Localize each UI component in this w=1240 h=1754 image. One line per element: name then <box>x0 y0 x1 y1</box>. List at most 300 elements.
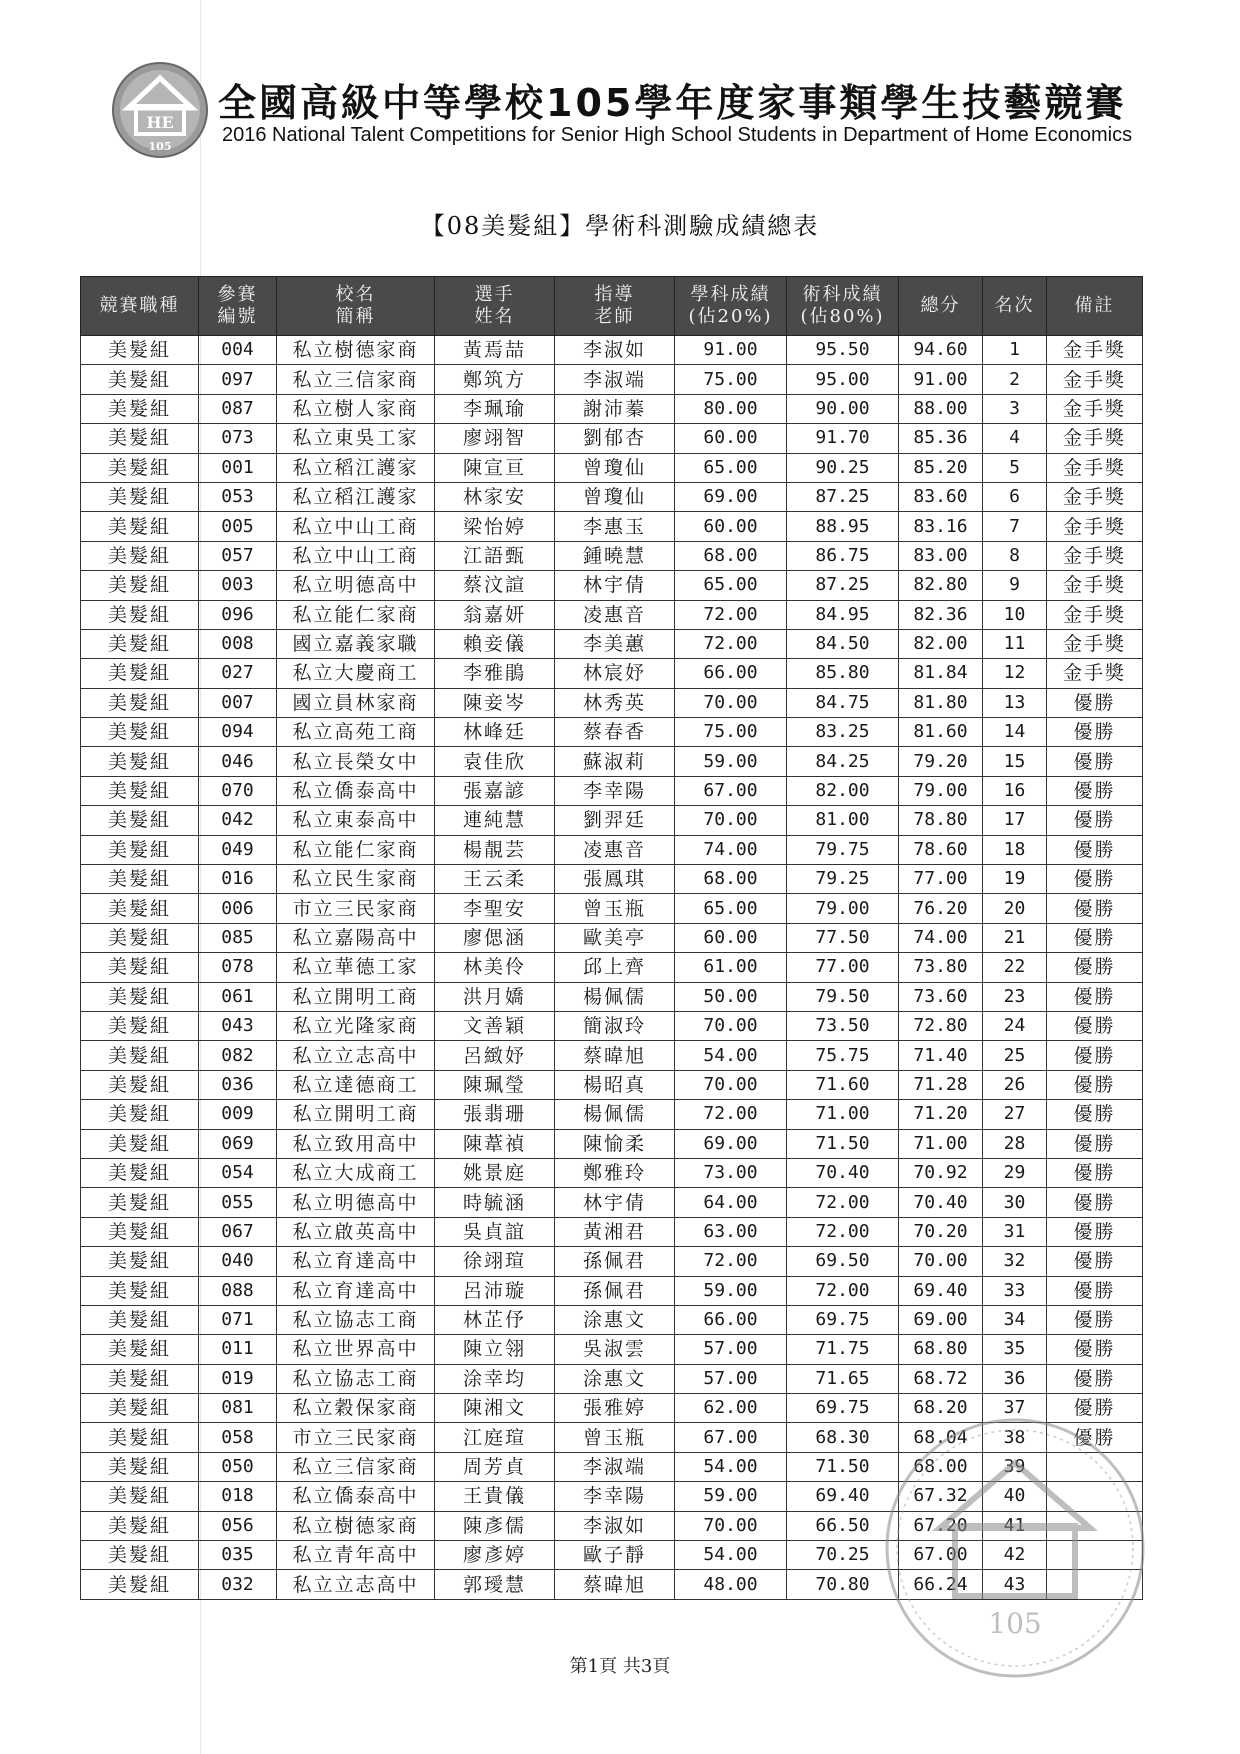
cell-entry-no: 001 <box>199 453 277 482</box>
cell-academic-score: 67.00 <box>675 1423 787 1452</box>
cell-event: 美髮組 <box>81 1158 199 1187</box>
cell-practical-score: 75.75 <box>787 1041 899 1070</box>
cell-rank: 5 <box>983 453 1047 482</box>
cell-contestant: 周芳貞 <box>435 1452 555 1481</box>
cell-school: 私立中山工商 <box>277 541 435 570</box>
table-row <box>81 365 1143 394</box>
table-row <box>81 1305 1143 1334</box>
cell-rank: 29 <box>983 1158 1047 1187</box>
cell-remark: 優勝 <box>1047 1335 1143 1364</box>
cell-remark: 金手獎 <box>1047 659 1143 688</box>
header-text: 術科成績 <box>802 284 883 305</box>
cell-event: 美髮組 <box>81 1482 199 1511</box>
cell-remark: 優勝 <box>1047 1011 1143 1040</box>
cell-academic-score: 70.00 <box>675 1011 787 1040</box>
cell-rank: 32 <box>983 1247 1047 1276</box>
cell-event: 美髮組 <box>81 1305 199 1334</box>
table-row <box>81 512 1143 541</box>
cell-contestant: 洪月嬌 <box>435 982 555 1011</box>
cell-remark: 優勝 <box>1047 982 1143 1011</box>
cell-teacher: 劉羿廷 <box>555 806 675 835</box>
cell-practical-score: 87.25 <box>787 571 899 600</box>
table-row <box>81 541 1143 570</box>
cell-academic-score: 80.00 <box>675 394 787 423</box>
cell-school: 私立民生家商 <box>277 865 435 894</box>
cell-rank: 33 <box>983 1276 1047 1305</box>
cell-total-score: 81.60 <box>899 718 983 747</box>
cell-entry-no: 046 <box>199 747 277 776</box>
cell-teacher: 林秀英 <box>555 688 675 717</box>
cell-rank: 28 <box>983 1129 1047 1158</box>
cell-entry-no: 019 <box>199 1364 277 1393</box>
header-text: 簡稱 <box>335 306 376 327</box>
cell-rank: 7 <box>983 512 1047 541</box>
cell-practical-score: 71.75 <box>787 1335 899 1364</box>
cell-practical-score: 84.50 <box>787 629 899 658</box>
cell-academic-score: 68.00 <box>675 541 787 570</box>
cell-rank: 20 <box>983 894 1047 923</box>
cell-teacher: 蔡春香 <box>555 718 675 747</box>
cell-remark: 金手獎 <box>1047 629 1143 658</box>
cell-contestant: 袁佳欣 <box>435 747 555 776</box>
cell-entry-no: 096 <box>199 600 277 629</box>
cell-remark <box>1047 1452 1143 1481</box>
cell-remark: 優勝 <box>1047 1100 1143 1129</box>
cell-contestant: 連純慧 <box>435 806 555 835</box>
header-practical-score <box>787 277 899 336</box>
table-row <box>81 453 1143 482</box>
cell-rank: 1 <box>983 336 1047 365</box>
cell-rank: 37 <box>983 1394 1047 1423</box>
cell-remark: 金手獎 <box>1047 600 1143 629</box>
cell-teacher: 曾玉瓶 <box>555 894 675 923</box>
cell-contestant: 李珮瑜 <box>435 394 555 423</box>
cell-academic-score: 66.00 <box>675 1305 787 1334</box>
cell-teacher: 林宸妤 <box>555 659 675 688</box>
cell-teacher: 曾瓊仙 <box>555 453 675 482</box>
cell-remark: 優勝 <box>1047 835 1143 864</box>
cell-practical-score: 69.40 <box>787 1482 899 1511</box>
table-row <box>81 1394 1143 1423</box>
table-row <box>81 1335 1143 1364</box>
cell-total-score: 70.20 <box>899 1217 983 1246</box>
cell-contestant: 黃焉喆 <box>435 336 555 365</box>
cell-rank: 21 <box>983 923 1047 952</box>
cell-academic-score: 57.00 <box>675 1364 787 1393</box>
cell-teacher: 黃湘君 <box>555 1217 675 1246</box>
cell-event: 美髮組 <box>81 1423 199 1452</box>
cell-entry-no: 005 <box>199 512 277 541</box>
cell-rank: 36 <box>983 1364 1047 1393</box>
cell-event: 美髮組 <box>81 659 199 688</box>
header-text: 競賽職種 <box>99 295 180 316</box>
cell-teacher: 蔡暐旭 <box>555 1570 675 1599</box>
cell-contestant: 陳宣亘 <box>435 453 555 482</box>
cell-entry-no: 008 <box>199 629 277 658</box>
cell-event: 美髮組 <box>81 982 199 1011</box>
cell-contestant: 陳妾岑 <box>435 688 555 717</box>
cell-contestant: 時毓涵 <box>435 1188 555 1217</box>
cell-event: 美髮組 <box>81 1011 199 1040</box>
cell-total-score: 74.00 <box>899 923 983 952</box>
cell-total-score: 78.80 <box>899 806 983 835</box>
cell-contestant: 姚景庭 <box>435 1158 555 1187</box>
cell-practical-score: 82.00 <box>787 776 899 805</box>
cell-contestant: 陳珮瑩 <box>435 1070 555 1099</box>
cell-remark: 金手獎 <box>1047 365 1143 394</box>
page-number: 第1頁 共3頁 <box>569 1656 671 1677</box>
cell-teacher: 凌惠音 <box>555 835 675 864</box>
cell-school: 市立三民家商 <box>277 894 435 923</box>
cell-entry-no: 036 <box>199 1070 277 1099</box>
header-text: 總分 <box>920 295 961 316</box>
cell-event: 美髮組 <box>81 1217 199 1246</box>
cell-teacher: 蘇淑莉 <box>555 747 675 776</box>
cell-teacher: 孫佩君 <box>555 1247 675 1276</box>
cell-entry-no: 054 <box>199 1158 277 1187</box>
cell-academic-score: 74.00 <box>675 835 787 864</box>
cell-practical-score: 86.75 <box>787 541 899 570</box>
cell-practical-score: 69.75 <box>787 1305 899 1334</box>
cell-entry-no: 035 <box>199 1541 277 1570</box>
cell-academic-score: 70.00 <box>675 806 787 835</box>
cell-total-score: 67.00 <box>899 1541 983 1570</box>
table-row <box>81 806 1143 835</box>
score-table <box>80 276 1143 1600</box>
cell-contestant: 王云柔 <box>435 865 555 894</box>
cell-contestant: 林美伶 <box>435 953 555 982</box>
cell-school: 國立員林家商 <box>277 688 435 717</box>
cell-rank: 8 <box>983 541 1047 570</box>
cell-remark: 優勝 <box>1047 1041 1143 1070</box>
cell-event: 美髮組 <box>81 1452 199 1481</box>
cell-contestant: 江語甄 <box>435 541 555 570</box>
cell-contestant: 翁嘉妍 <box>435 600 555 629</box>
cell-remark: 優勝 <box>1047 1364 1143 1393</box>
cell-practical-score: 72.00 <box>787 1188 899 1217</box>
cell-contestant: 廖偲涵 <box>435 923 555 952</box>
header-rank <box>983 277 1047 336</box>
cell-entry-no: 058 <box>199 1423 277 1452</box>
table-row <box>81 1100 1143 1129</box>
cell-academic-score: 63.00 <box>675 1217 787 1246</box>
cell-teacher: 簡淑玲 <box>555 1011 675 1040</box>
cell-total-score: 68.20 <box>899 1394 983 1423</box>
cell-school: 私立樹德家商 <box>277 1511 435 1540</box>
cell-teacher: 吳淑雲 <box>555 1335 675 1364</box>
cell-total-score: 83.16 <box>899 512 983 541</box>
cell-entry-no: 071 <box>199 1305 277 1334</box>
cell-remark: 優勝 <box>1047 1217 1143 1246</box>
cell-contestant: 林家安 <box>435 482 555 511</box>
cell-event: 美髮組 <box>81 1364 199 1393</box>
cell-teacher: 劉郁杏 <box>555 424 675 453</box>
cell-event: 美髮組 <box>81 1247 199 1276</box>
header-text: 名次 <box>994 295 1035 316</box>
cell-school: 私立能仁家商 <box>277 600 435 629</box>
cell-event: 美髮組 <box>81 365 199 394</box>
cell-entry-no: 073 <box>199 424 277 453</box>
cell-contestant: 郭璦慧 <box>435 1570 555 1599</box>
cell-academic-score: 66.00 <box>675 659 787 688</box>
cell-practical-score: 72.00 <box>787 1276 899 1305</box>
header-text: 參賽 <box>217 284 258 305</box>
table-body <box>81 336 1143 1600</box>
cell-academic-score: 65.00 <box>675 571 787 600</box>
cell-remark: 金手獎 <box>1047 336 1143 365</box>
table-row <box>81 394 1143 423</box>
cell-school: 私立大成商工 <box>277 1158 435 1187</box>
cell-academic-score: 69.00 <box>675 1129 787 1158</box>
cell-event: 美髮組 <box>81 541 199 570</box>
cell-rank: 18 <box>983 835 1047 864</box>
logo-text: HE <box>146 113 174 132</box>
cell-school: 私立光隆家商 <box>277 1011 435 1040</box>
cell-contestant: 楊靚芸 <box>435 835 555 864</box>
cell-practical-score: 79.25 <box>787 865 899 894</box>
cell-total-score: 71.28 <box>899 1070 983 1099</box>
cell-practical-score: 77.50 <box>787 923 899 952</box>
cell-academic-score: 64.00 <box>675 1188 787 1217</box>
cell-school: 私立中山工商 <box>277 512 435 541</box>
cell-practical-score: 85.80 <box>787 659 899 688</box>
cell-academic-score: 72.00 <box>675 1100 787 1129</box>
cell-event: 美髮組 <box>81 1276 199 1305</box>
cell-entry-no: 094 <box>199 718 277 747</box>
cell-event: 美髮組 <box>81 629 199 658</box>
cell-event: 美髮組 <box>81 482 199 511</box>
cell-remark: 金手獎 <box>1047 424 1143 453</box>
cell-teacher: 李幸陽 <box>555 776 675 805</box>
header-school <box>277 277 435 336</box>
header-text: (佔20%) <box>688 306 773 327</box>
cell-remark: 優勝 <box>1047 865 1143 894</box>
cell-event: 美髮組 <box>81 1335 199 1364</box>
cell-remark: 優勝 <box>1047 1070 1143 1099</box>
cell-teacher: 蔡暐旭 <box>555 1041 675 1070</box>
cell-academic-score: 59.00 <box>675 1276 787 1305</box>
cell-entry-no: 011 <box>199 1335 277 1364</box>
table-row <box>81 424 1143 453</box>
header-remark <box>1047 277 1143 336</box>
table-row <box>81 600 1143 629</box>
table-row <box>81 336 1143 365</box>
cell-entry-no: 016 <box>199 865 277 894</box>
cell-event: 美髮組 <box>81 1541 199 1570</box>
cell-school: 私立協志工商 <box>277 1305 435 1334</box>
table-row <box>81 1129 1143 1158</box>
cell-academic-score: 73.00 <box>675 1158 787 1187</box>
cell-teacher: 凌惠音 <box>555 600 675 629</box>
cell-total-score: 68.04 <box>899 1423 983 1452</box>
cell-practical-score: 70.80 <box>787 1570 899 1599</box>
cell-practical-score: 95.50 <box>787 336 899 365</box>
cell-school: 私立能仁家商 <box>277 835 435 864</box>
cell-total-score: 73.60 <box>899 982 983 1011</box>
cell-total-score: 67.20 <box>899 1511 983 1540</box>
cell-academic-score: 72.00 <box>675 1247 787 1276</box>
cell-rank: 16 <box>983 776 1047 805</box>
cell-entry-no: 055 <box>199 1188 277 1217</box>
cell-teacher: 曾瓊仙 <box>555 482 675 511</box>
header-text: (佔80%) <box>800 306 885 327</box>
cell-remark: 優勝 <box>1047 1305 1143 1334</box>
cell-school: 私立立志高中 <box>277 1041 435 1070</box>
cell-contestant: 陳湘文 <box>435 1394 555 1423</box>
cell-practical-score: 90.00 <box>787 394 899 423</box>
cell-contestant: 吳貞誼 <box>435 1217 555 1246</box>
cell-remark: 優勝 <box>1047 953 1143 982</box>
cell-school: 私立東泰高中 <box>277 806 435 835</box>
cell-entry-no: 049 <box>199 835 277 864</box>
table-row <box>81 629 1143 658</box>
cell-entry-no: 040 <box>199 1247 277 1276</box>
table-row <box>81 1452 1143 1481</box>
cell-school: 市立三民家商 <box>277 1423 435 1452</box>
cell-remark: 優勝 <box>1047 776 1143 805</box>
cell-rank: 4 <box>983 424 1047 453</box>
cell-school: 私立啟英高中 <box>277 1217 435 1246</box>
cell-academic-score: 72.00 <box>675 600 787 629</box>
cell-total-score: 91.00 <box>899 365 983 394</box>
cell-event: 美髮組 <box>81 1100 199 1129</box>
cell-rank: 38 <box>983 1423 1047 1452</box>
cell-remark <box>1047 1482 1143 1511</box>
cell-teacher: 楊佩儒 <box>555 1100 675 1129</box>
table-row <box>81 894 1143 923</box>
cell-teacher: 孫佩君 <box>555 1276 675 1305</box>
cell-teacher: 李美蕙 <box>555 629 675 658</box>
cell-total-score: 66.24 <box>899 1570 983 1599</box>
cell-rank: 27 <box>983 1100 1047 1129</box>
cell-remark: 金手獎 <box>1047 453 1143 482</box>
cell-teacher: 李淑端 <box>555 1452 675 1481</box>
cell-practical-score: 88.95 <box>787 512 899 541</box>
header-text: 姓名 <box>474 306 515 327</box>
cell-rank: 3 <box>983 394 1047 423</box>
cell-academic-score: 68.00 <box>675 865 787 894</box>
cell-rank: 11 <box>983 629 1047 658</box>
cell-practical-score: 95.00 <box>787 365 899 394</box>
table-row <box>81 1570 1143 1599</box>
cell-school: 私立東吳工家 <box>277 424 435 453</box>
header-text: 備註 <box>1074 295 1115 316</box>
cell-academic-score: 54.00 <box>675 1541 787 1570</box>
cell-contestant: 陳葦禎 <box>435 1129 555 1158</box>
cell-teacher: 鄭雅玲 <box>555 1158 675 1187</box>
cell-total-score: 83.60 <box>899 482 983 511</box>
cell-entry-no: 057 <box>199 541 277 570</box>
cell-school: 私立華德工家 <box>277 953 435 982</box>
cell-total-score: 67.32 <box>899 1482 983 1511</box>
cell-entry-no: 056 <box>199 1511 277 1540</box>
cell-academic-score: 54.00 <box>675 1452 787 1481</box>
cell-event: 美髮組 <box>81 336 199 365</box>
cell-remark: 優勝 <box>1047 894 1143 923</box>
cell-total-score: 68.72 <box>899 1364 983 1393</box>
header-text: 編號 <box>217 306 258 327</box>
cell-remark: 金手獎 <box>1047 394 1143 423</box>
header-contestant <box>435 277 555 336</box>
cell-total-score: 82.80 <box>899 571 983 600</box>
cell-entry-no: 003 <box>199 571 277 600</box>
cell-contestant: 王貴儀 <box>435 1482 555 1511</box>
cell-contestant: 廖彥婷 <box>435 1541 555 1570</box>
cell-rank: 17 <box>983 806 1047 835</box>
cell-total-score: 82.36 <box>899 600 983 629</box>
cell-rank: 15 <box>983 747 1047 776</box>
cell-event: 美髮組 <box>81 424 199 453</box>
table-header-row <box>81 277 1143 336</box>
cell-rank: 39 <box>983 1452 1047 1481</box>
cell-school: 私立協志工商 <box>277 1364 435 1393</box>
cell-practical-score: 66.50 <box>787 1511 899 1540</box>
cell-teacher: 謝沛蓁 <box>555 394 675 423</box>
cell-practical-score: 71.60 <box>787 1070 899 1099</box>
cell-total-score: 69.40 <box>899 1276 983 1305</box>
cell-rank: 43 <box>983 1570 1047 1599</box>
cell-rank: 40 <box>983 1482 1047 1511</box>
table-row <box>81 718 1143 747</box>
cell-school: 私立達德商工 <box>277 1070 435 1099</box>
cell-entry-no: 042 <box>199 806 277 835</box>
cell-school: 私立稻江護家 <box>277 453 435 482</box>
cell-entry-no: 032 <box>199 1570 277 1599</box>
cell-total-score: 78.60 <box>899 835 983 864</box>
cell-rank: 14 <box>983 718 1047 747</box>
cell-rank: 6 <box>983 482 1047 511</box>
cell-teacher: 涂惠文 <box>555 1305 675 1334</box>
cell-total-score: 94.60 <box>899 336 983 365</box>
cell-event: 美髮組 <box>81 1129 199 1158</box>
cell-practical-score: 73.50 <box>787 1011 899 1040</box>
cell-remark: 優勝 <box>1047 923 1143 952</box>
cell-rank: 41 <box>983 1511 1047 1540</box>
cell-academic-score: 50.00 <box>675 982 787 1011</box>
table-row <box>81 571 1143 600</box>
cell-school: 私立育達高中 <box>277 1276 435 1305</box>
cell-rank: 30 <box>983 1188 1047 1217</box>
cell-teacher: 鍾曉慧 <box>555 541 675 570</box>
cell-practical-score: 87.25 <box>787 482 899 511</box>
page-header <box>110 58 1160 168</box>
cell-entry-no: 004 <box>199 336 277 365</box>
cell-teacher: 張雅婷 <box>555 1394 675 1423</box>
cell-entry-no: 082 <box>199 1041 277 1070</box>
cell-event: 美髮組 <box>81 776 199 805</box>
table-row <box>81 1482 1143 1511</box>
cell-practical-score: 83.25 <box>787 718 899 747</box>
cell-practical-score: 71.00 <box>787 1100 899 1129</box>
cell-practical-score: 68.30 <box>787 1423 899 1452</box>
cell-remark: 金手獎 <box>1047 541 1143 570</box>
cell-rank: 24 <box>983 1011 1047 1040</box>
header-text: 指導 <box>594 284 635 305</box>
cell-school: 私立三信家商 <box>277 365 435 394</box>
cell-school: 私立世界高中 <box>277 1335 435 1364</box>
cell-remark: 優勝 <box>1047 1158 1143 1187</box>
table-row <box>81 688 1143 717</box>
cell-practical-score: 71.65 <box>787 1364 899 1393</box>
cell-event: 美髮組 <box>81 1041 199 1070</box>
cell-contestant: 涂幸均 <box>435 1364 555 1393</box>
cell-practical-score: 79.00 <box>787 894 899 923</box>
cell-school: 私立僑泰高中 <box>277 776 435 805</box>
cell-entry-no: 043 <box>199 1011 277 1040</box>
document-title: 【08美髮組】學術科測驗成績總表 <box>420 212 820 240</box>
cell-entry-no: 061 <box>199 982 277 1011</box>
cell-contestant: 梁怡婷 <box>435 512 555 541</box>
